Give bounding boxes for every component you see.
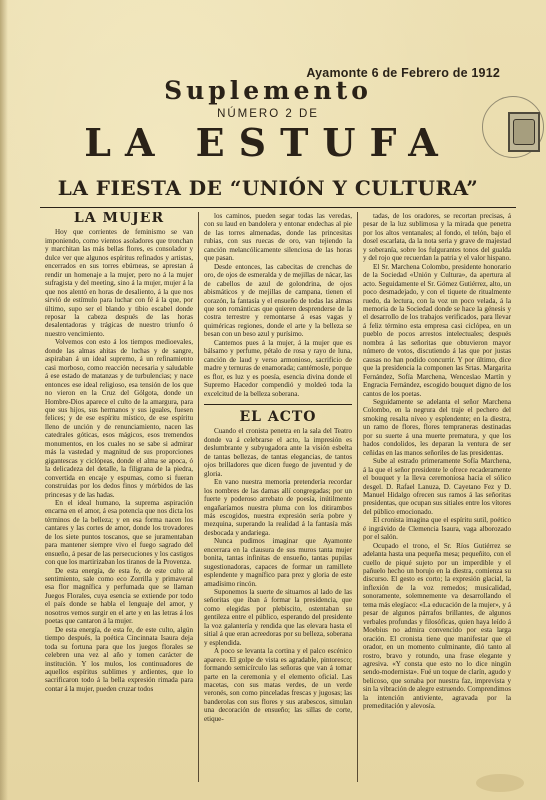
- paper-edge-shadow: [0, 0, 8, 800]
- paragraph: De esta energía, de esta fe, de este culto al sentimiento, sale como eco Zorrilla y primaveral esa flor magnífica y perfumada que se llaman Juegos Florales, cuya esencia se extiende por todo el país donde se habla el lenguaje del amor, y nosotros vemos surgir en el arte y en las letras á los poetas que cantaron á la mujer.: [45, 566, 193, 626]
- masthead: [50, 78, 486, 198]
- headline: LA FIESTA DE “UNIÓN Y CULTURA”: [57, 176, 479, 200]
- paragraph: Volvemos con esto á los tiempos medioevales, donde las almas ahitas de luchas y de sangre, aspiraban á un ideal supremo, á un refinamiento casi morboso, como reacción necesaria y saludable á ese estado de matanzas y de turbulencias; y nace entonces ese ideal religioso, esa tensión de los que no vieron en la Cruz del Gólgota, donde un Hombre-Dios aparece el culto de la amargura, para que sus hijos, sus hermanos y sus iguales, fuesen felices; y de ese espíritu místico, de ese espíritu lleno de unción y de renunciamiento, nacen las catedrales góticas, esos mágicos, esos tremendos monumentos, en los cuales no se sabe si admirar más la vastedad y magnitud de sus proporciones gigantescas y ciclópeas, donde el alma se apoca, ó la delicadeza del detalle, la filigrana de la piedra, convertida en encaje y espumas, como si fueran construidas por los dedos finos y mórbidos de las princesas y de las hadas.: [45, 338, 193, 499]
- paragraph: Cuando el cronista penetra en la sala del Teatro donde va á celebrarse el acto, la impresión es deslumbrante y subyugadora ante la visión esbelta de tantas bellezas, de tantas elegancias, de tantos ojos brilladores que dicen fuego de juventud y de gloria.: [204, 427, 352, 478]
- paragraph: Sube al estrado primeramente Sofía Marchena, á la que el señor presidente le ofrece recaderamente el bouquet y la lleva ceremoniosa hacia el sólico desgel. D. Rafael Lanuza, D. Cayetano Fez y D. Manuel Hidalgo ofrecen sus ramos á las señoritas presidentas, que ocupan sus sitiales entre los vítores del público emocionado.: [363, 457, 511, 516]
- issue-number: NÚMERO 2 DE: [217, 108, 319, 120]
- article-title-acto: EL ACTO: [239, 408, 317, 425]
- paragraph: El Sr. Marchena Colombo, presidente honorario de la Sociedad «Unión y Cultura», da apertura al acto. Seguidamente el Sr. Gómez Gutiérrez, alto, un poco desmadejado, y con el tiquete de ritualmente ruedo, da lectura, con la voz un poco velada, á la memoria de la Sociedad donde se hace la génesis y el desarrollo de los trabajos verificados, para llevar á feliz término esta empresa casi ciclópea, en un pueblo de pocos arrestos intelectuales; después nombra á las señoritas que obtuvieron mayor número de votos, discutiendo á las que por justas causas no han podido concurrir. Y por último, dice que la presidencia la componen las Srtas. Margarita Fernández, Sofía Marchena, Wenceslao Martín y Engracia Fernández, escogido bouquet digno de los cantos de los poetas.: [363, 262, 511, 398]
- paper-stain: [476, 774, 524, 792]
- dateline: Ayamonte 6 de Febrero de 1912: [306, 66, 500, 80]
- paragraph: De esta energía, de esta fe, de este culto, algún tiempo después, la poética Cincinnata Isaura deja toda su fortuna para que los juegos florales se celebren una vez al año y tomen carácter de institución. Y los mulos, los continuadores de aquellos espíritus sublimes y ardientes, que lo sacrificaron todo á la bella expresión rimada para contar á la mujer, pueden cruzar todos: [45, 625, 193, 693]
- paragraph: A poco se levanta la cortina y el palco escénico aparece. El golpe de vista es agradable, pintoresco; formando semicírculo las señoras que van á tomar parte en la ceremonia y el elemento oficial. Las macetas, con sus matas verdes, de un verde veronés, son como pinceladas frescas y jugosas; las banderolas con sus flores y sus arabescos, simulan una decoración de ensueño; las sillas de corte, etique-: [204, 647, 352, 723]
- column-middle: [198, 212, 357, 782]
- paragraph: Suponemos la suerte de situarnos al lado de las señoritas que iban á formar la presidencia, que como elegidas por plebiscito, ostentaban su gentileza entre el público, esperando del presidente la voz galantería y rendida que las elevara hasta el sitial á que eran acreedoras por su belleza, soberana y esplendida.: [204, 588, 352, 647]
- article-columns: [40, 212, 516, 782]
- paragraph: Ocupado el trono, el Sr. Ríos Gutiérrez se adelanta hasta una pequeña mesa; pequeñito, con el cuello de piqué sujeto por un imperdible y el pañuelo hecho un borujo en la diestra, comienza su discurso. El gesto es corto; la expresión glacial, la inflexión de la voz remedos; musicalidad, sonoramente, solemnemente va desarrollando el tema más elegíaco: «La educación de la mujer», y á pesar de algunos párrafos brillantes, de algunos verbales profundas y filosóficas, quien haya leído á Moebius no admira convencido por esta larga oración. El cronista tiene que manifestar que el orador, en un momento culminante, dió tanto al rostro, bravo y rotundo, una frase elegante y agresiva. «Y consta que esto no lo dice ningún sendo-modernista». Fué un toque de clarín, agudo y belicoso, que sonaba por nuestra faz, imprevista y sin la vibración de alegre estruendo. Comprendimos la intención antiviente, agravada por la premeditación y alevosía.: [363, 541, 511, 711]
- section-divider: [204, 404, 352, 405]
- paragraph: Seguidamente se adelanta el señor Marchena Colombo, en la negrura del traje el pechero del smoking resalta níveo y esplendente; en la diestra, un ramo de flores, flores tempraneras destinadas por su suerte á una muerte prematura, y que los hados condolidos, les deparan la ventura de ser ceñidas en las manos señoriles de las presidentas.: [363, 397, 511, 457]
- postage-stamp-icon: [508, 112, 540, 152]
- paragraph: Hoy que corrientes de feminismo se van imponiendo, como vientos asoladores que tronchan y marchitan las más bellas flores, es consolador y dulce ver que algunos espíritus refinados y artistas, encerrados en sus torres ebúrneas, se aprestan á rendir un homenaje a la mujer, pero no á la mujer sufragista y del meeting, sino á la mujer, mujer á la que nos alentó en horas de desaliento, á la que nos sirvió de estímulo para luchar con fé á la que, por último, supo ser el blando y tibio escabel donde reposar la cabeza después de las horas desalentadoras y trágicas de nuestro triunfo ó nuestro vencimiento.: [45, 228, 193, 338]
- supplement-title: Suplemento: [164, 76, 372, 105]
- paragraph: En el ideal humano, la suprema aspiración encarna en el amor, á esa potencia que nos dicta los términos de la belleza; y en esa forma nacen los cantares y las cortes de amor, donde los trovadores de los siete puntos toscanos, que se juramentaban para mantener siempre vivo el fuego sagrado del ensueño, á pesar de las persecuciones y los castigos con que los martirizaban los tiranos de la Provenza.: [45, 498, 193, 567]
- column-left: [40, 212, 198, 782]
- paragraph: los caminos, pueden segar todas las veredas, con su laud en bandolera y entonar endechas al pie de las torres almenadas, donde las princesitas rubias, con sus ruecas de oro, van tejiendo la canción melancólicamente silenciosa de las horas que pasan.: [204, 212, 352, 263]
- paragraph: Nunca pudimos imaginar que Ayamonte encerrara en la clausura de sus muros tanta mujer bonita, tantas infinitas de ensueño, tantas pupilas sugestionadoras, capaces de formar un ramillete esplendente y magnífico para prez y gloria de este amadísimo rincón.: [204, 537, 352, 588]
- paragraph: Desde entonces, las cabecitas de crenchas de oro, de ojos de esmeralda y de mejillas de nácar, las de cabellos de azul de golondrina, de ojos abismáticos y de mejillas de campana, tienen el corazón, la fantasía y el ensueño de todas las almas que son románticas que quieren desprenderse de la costra terrestre y remontarse á esas vagas y quiméricas regiones, donde el arte y la belleza se besan con un beso azul y purísimo.: [204, 262, 352, 339]
- paragraph: El cronista imagina que el espíritu sutil, poético é ingrávido de Clemencia Isaura, vaga alborozado por el salón.: [363, 516, 511, 542]
- column-right: [357, 212, 516, 782]
- paper-name: LA ESTUFA: [84, 120, 452, 165]
- paragraph: Cantemos pues á la mujer, á la mujer que es bálsamo y perfume, pétalo de rosa y rayo de luna, canción de laud y verso armonioso, sacrificio de madre y ternuras de enamorada; cantémosle, porque es flor, es luz y es poesía, esencia divina donde el Supremo Hacedor compendió y moldeó toda la excelcitud de la belleza soberana.: [204, 338, 352, 398]
- article-title-mujer: LA MUJER: [73, 212, 165, 226]
- paragraph: En vano nuestra memoria pretendería recordar los nombres de las damas allí congregadas; por un fuerte y poderoso arrebato de poesía, inútilmente engañaríamos nuestra pluma con los ditirambos más escogidos, nuestra expresión sería pobre y mezquina, superando la realidad á la fantasía más desbocada y andariega.: [204, 478, 352, 537]
- paragraph: tadas, de los oradores, se recortan precisas, á pesar de la luz sublimosa y la mirada que penetra por los altos ventanales; al fondo, el telón, bajo el dosel escarlata, da la nota seria y grave de majestad y soberanía, sobre los fulgurantes tonos del gualda y del rojo que recuerdan la patria y el valor hispano.: [363, 212, 511, 263]
- headline-rule: [40, 207, 516, 208]
